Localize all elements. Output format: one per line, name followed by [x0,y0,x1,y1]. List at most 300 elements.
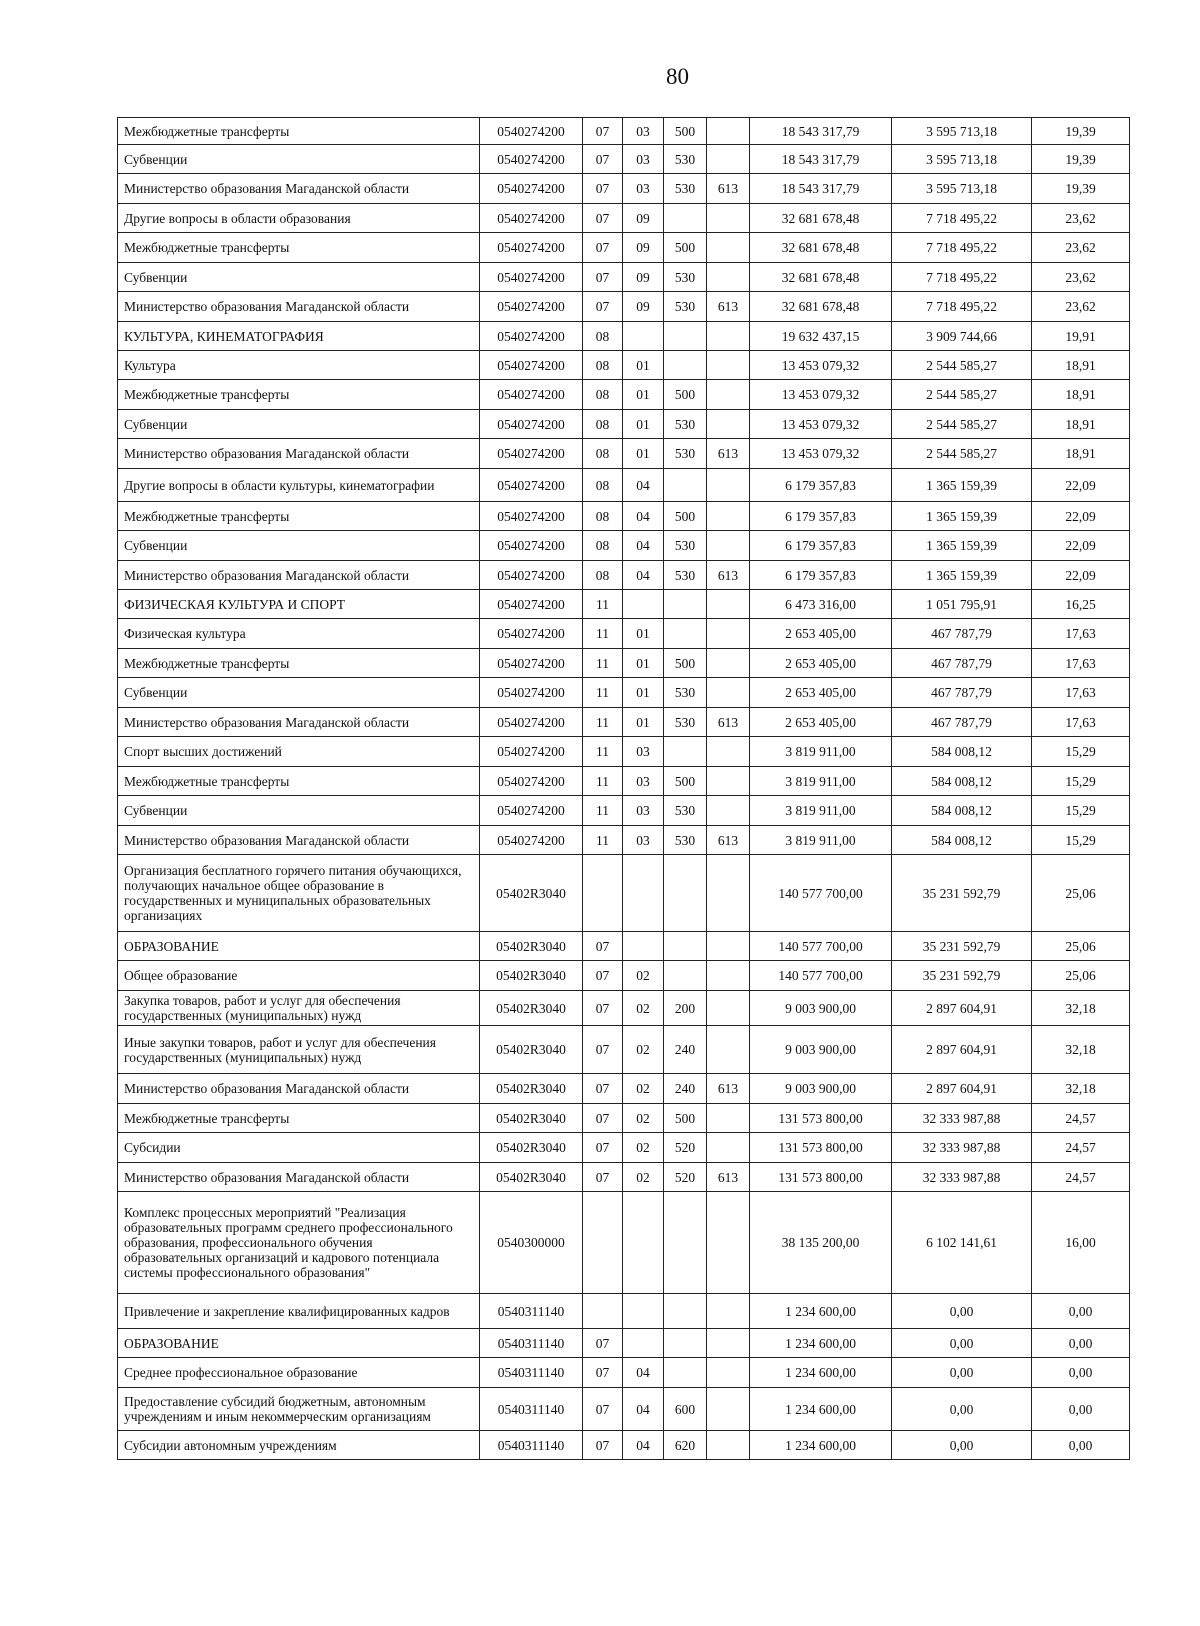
table-row [118,1431,1130,1460]
actual-amount-cell: 2 544 585,27 [892,439,1032,469]
expense-type-cell: 500 [664,233,707,263]
target-article-cell: 0540274200 [480,649,583,678]
plan-amount-cell: 3 819 911,00 [750,826,892,855]
execution-percent-cell: 18,91 [1032,380,1130,410]
table-row [118,678,1130,708]
actual-amount-cell: 0,00 [892,1388,1032,1431]
plan-amount-cell: 131 573 800,00 [750,1133,892,1163]
plan-amount-cell: 18 543 317,79 [750,118,892,145]
grbs-code-cell [707,263,750,292]
execution-percent-cell: 18,91 [1032,439,1130,469]
actual-amount-cell: 584 008,12 [892,767,1032,796]
section-cell: 08 [583,322,623,351]
row-name-cell: Субсидии автономным учреждениям [118,1431,480,1460]
plan-amount-cell: 13 453 079,32 [750,439,892,469]
section-cell: 11 [583,767,623,796]
row-name-cell: Субвенции [118,145,480,174]
execution-percent-cell: 24,57 [1032,1163,1130,1192]
plan-amount-cell: 6 179 357,83 [750,469,892,502]
row-name-cell: ОБРАЗОВАНИЕ [118,932,480,961]
section-cell: 07 [583,233,623,263]
subsection-cell: 03 [623,796,664,826]
expense-type-cell: 530 [664,292,707,322]
row-name-cell: Предоставление субсидий бюджетным, автономным учреждениям и иным некоммерческим организациям [118,1388,480,1431]
table-row [118,826,1130,855]
expense-type-cell: 520 [664,1163,707,1192]
plan-amount-cell: 6 473 316,00 [750,590,892,619]
target-article-cell: 0540274200 [480,708,583,737]
subsection-cell [623,1192,664,1294]
target-article-cell: 05402R3040 [480,1133,583,1163]
section-cell: 07 [583,1431,623,1460]
section-cell: 07 [583,145,623,174]
section-cell: 07 [583,292,623,322]
table-row [118,961,1130,991]
section-cell: 07 [583,1388,623,1431]
plan-amount-cell: 1 234 600,00 [750,1388,892,1431]
target-article-cell: 0540274200 [480,233,583,263]
section-cell [583,855,623,932]
row-name-cell: Физическая культура [118,619,480,649]
section-cell: 07 [583,1358,623,1388]
row-name-cell: Закупка товаров, работ и услуг для обеспечения государственных (муниципальных) нужд [118,991,480,1026]
grbs-code-cell [707,991,750,1026]
table-row [118,292,1130,322]
expense-type-cell: 520 [664,1133,707,1163]
subsection-cell: 03 [623,118,664,145]
target-article-cell: 05402R3040 [480,1074,583,1104]
grbs-code-cell [707,590,750,619]
expense-type-cell: 530 [664,796,707,826]
grbs-code-cell [707,322,750,351]
actual-amount-cell: 2 897 604,91 [892,1026,1032,1074]
row-name-cell: Другие вопросы в области образования [118,204,480,233]
table-row [118,118,1130,145]
grbs-code-cell: 613 [707,174,750,204]
target-article-cell: 05402R3040 [480,1104,583,1133]
subsection-cell: 03 [623,145,664,174]
table-row [118,380,1130,410]
grbs-code-cell [707,502,750,531]
row-name-cell: Субвенции [118,531,480,561]
table-row [118,1192,1130,1294]
execution-percent-cell: 22,09 [1032,469,1130,502]
actual-amount-cell: 1 365 159,39 [892,502,1032,531]
plan-amount-cell: 19 632 437,15 [750,322,892,351]
target-article-cell: 05402R3040 [480,991,583,1026]
target-article-cell: 0540274200 [480,767,583,796]
execution-percent-cell: 15,29 [1032,767,1130,796]
plan-amount-cell: 1 234 600,00 [750,1329,892,1358]
section-cell: 11 [583,678,623,708]
row-name-cell: Межбюджетные трансферты [118,118,480,145]
expense-type-cell: 200 [664,991,707,1026]
execution-percent-cell: 15,29 [1032,737,1130,767]
table-row [118,410,1130,439]
target-article-cell: 0540274200 [480,826,583,855]
grbs-code-cell [707,1026,750,1074]
row-name-cell: ФИЗИЧЕСКАЯ КУЛЬТУРА И СПОРТ [118,590,480,619]
row-name-cell: Межбюджетные трансферты [118,380,480,410]
row-name-cell: Межбюджетные трансферты [118,649,480,678]
execution-percent-cell: 22,09 [1032,561,1130,590]
subsection-cell: 01 [623,678,664,708]
section-cell: 08 [583,410,623,439]
subsection-cell: 01 [623,351,664,380]
actual-amount-cell: 2 897 604,91 [892,991,1032,1026]
section-cell: 11 [583,796,623,826]
plan-amount-cell: 140 577 700,00 [750,855,892,932]
expense-type-cell: 530 [664,174,707,204]
execution-percent-cell: 19,39 [1032,145,1130,174]
row-name-cell: КУЛЬТУРА, КИНЕМАТОГРАФИЯ [118,322,480,351]
section-cell: 07 [583,1163,623,1192]
execution-percent-cell: 23,62 [1032,263,1130,292]
execution-percent-cell: 22,09 [1032,531,1130,561]
expense-type-cell [664,1358,707,1388]
section-cell: 07 [583,991,623,1026]
table-row [118,531,1130,561]
row-name-cell: Субвенции [118,263,480,292]
grbs-code-cell: 613 [707,561,750,590]
section-cell: 08 [583,380,623,410]
plan-amount-cell: 9 003 900,00 [750,1026,892,1074]
execution-percent-cell: 24,57 [1032,1133,1130,1163]
plan-amount-cell: 2 653 405,00 [750,649,892,678]
plan-amount-cell: 6 179 357,83 [750,531,892,561]
expense-type-cell: 600 [664,1388,707,1431]
expense-type-cell [664,737,707,767]
subsection-cell: 03 [623,174,664,204]
execution-percent-cell: 15,29 [1032,796,1130,826]
target-article-cell: 0540311140 [480,1431,583,1460]
grbs-code-cell [707,855,750,932]
target-article-cell: 0540274200 [480,531,583,561]
actual-amount-cell: 1 365 159,39 [892,561,1032,590]
grbs-code-cell [707,204,750,233]
expense-type-cell: 240 [664,1026,707,1074]
subsection-cell: 01 [623,649,664,678]
table-row [118,796,1130,826]
target-article-cell: 0540274200 [480,263,583,292]
target-article-cell: 0540274200 [480,590,583,619]
table-row [118,649,1130,678]
target-article-cell: 0540274200 [480,737,583,767]
subsection-cell: 04 [623,1431,664,1460]
actual-amount-cell: 2 544 585,27 [892,380,1032,410]
grbs-code-cell [707,1431,750,1460]
subsection-cell: 09 [623,292,664,322]
section-cell: 11 [583,590,623,619]
row-name-cell: Министерство образования Магаданской области [118,174,480,204]
expense-type-cell: 240 [664,1074,707,1104]
table-row [118,439,1130,469]
execution-percent-cell: 19,39 [1032,174,1130,204]
target-article-cell: 0540274200 [480,439,583,469]
row-name-cell: Субвенции [118,796,480,826]
row-name-cell: Иные закупки товаров, работ и услуг для обеспечения государственных (муниципальных) нужд [118,1026,480,1074]
actual-amount-cell: 7 718 495,22 [892,204,1032,233]
target-article-cell: 0540274200 [480,502,583,531]
subsection-cell: 01 [623,619,664,649]
section-cell: 08 [583,531,623,561]
plan-amount-cell: 131 573 800,00 [750,1163,892,1192]
section-cell: 07 [583,204,623,233]
expense-type-cell: 500 [664,649,707,678]
grbs-code-cell: 613 [707,1163,750,1192]
plan-amount-cell: 1 234 600,00 [750,1358,892,1388]
execution-percent-cell: 16,00 [1032,1192,1130,1294]
subsection-cell: 04 [623,502,664,531]
actual-amount-cell: 32 333 987,88 [892,1133,1032,1163]
plan-amount-cell: 13 453 079,32 [750,380,892,410]
target-article-cell: 0540274200 [480,145,583,174]
subsection-cell: 04 [623,1388,664,1431]
grbs-code-cell: 613 [707,826,750,855]
target-article-cell: 0540311140 [480,1388,583,1431]
plan-amount-cell: 13 453 079,32 [750,351,892,380]
table-row [118,708,1130,737]
row-name-cell: Другие вопросы в области культуры, кинематографии [118,469,480,502]
expense-type-cell [664,351,707,380]
section-cell: 11 [583,737,623,767]
table-row [118,1026,1130,1074]
target-article-cell: 05402R3040 [480,932,583,961]
table-row [118,1294,1130,1329]
execution-percent-cell: 0,00 [1032,1358,1130,1388]
target-article-cell: 0540274200 [480,292,583,322]
section-cell [583,1192,623,1294]
target-article-cell: 0540274200 [480,174,583,204]
row-name-cell: Спорт высших достижений [118,737,480,767]
actual-amount-cell: 2 897 604,91 [892,1074,1032,1104]
expense-type-cell [664,469,707,502]
section-cell: 07 [583,961,623,991]
subsection-cell: 09 [623,233,664,263]
subsection-cell [623,1329,664,1358]
expense-type-cell [664,322,707,351]
actual-amount-cell: 3 909 744,66 [892,322,1032,351]
expense-type-cell: 530 [664,439,707,469]
plan-amount-cell: 140 577 700,00 [750,932,892,961]
target-article-cell: 05402R3040 [480,855,583,932]
table-row [118,174,1130,204]
section-cell [583,1294,623,1329]
target-article-cell: 0540274200 [480,410,583,439]
actual-amount-cell: 1 365 159,39 [892,469,1032,502]
expense-type-cell: 500 [664,767,707,796]
expense-type-cell: 530 [664,531,707,561]
grbs-code-cell: 613 [707,1074,750,1104]
page-number: 80 [666,64,689,89]
plan-amount-cell: 32 681 678,48 [750,292,892,322]
target-article-cell: 0540311140 [480,1358,583,1388]
execution-percent-cell: 23,62 [1032,292,1130,322]
execution-percent-cell: 17,63 [1032,708,1130,737]
grbs-code-cell [707,649,750,678]
actual-amount-cell: 1 051 795,91 [892,590,1032,619]
execution-percent-cell: 16,25 [1032,590,1130,619]
actual-amount-cell: 467 787,79 [892,649,1032,678]
execution-percent-cell: 23,62 [1032,233,1130,263]
table-row [118,1133,1130,1163]
subsection-cell [623,590,664,619]
plan-amount-cell: 3 819 911,00 [750,767,892,796]
section-cell: 08 [583,351,623,380]
plan-amount-cell: 9 003 900,00 [750,991,892,1026]
table-row [118,263,1130,292]
subsection-cell: 03 [623,767,664,796]
grbs-code-cell [707,1388,750,1431]
plan-amount-cell: 140 577 700,00 [750,961,892,991]
table-row [118,502,1130,531]
row-name-cell: Министерство образования Магаданской области [118,439,480,469]
expense-type-cell [664,204,707,233]
table-row [118,1358,1130,1388]
table-row [118,351,1130,380]
actual-amount-cell: 584 008,12 [892,796,1032,826]
grbs-code-cell [707,1294,750,1329]
target-article-cell: 05402R3040 [480,961,583,991]
actual-amount-cell: 0,00 [892,1358,1032,1388]
grbs-code-cell [707,1104,750,1133]
table-row [118,932,1130,961]
expense-type-cell [664,1294,707,1329]
subsection-cell: 01 [623,410,664,439]
subsection-cell: 04 [623,531,664,561]
expense-type-cell: 500 [664,118,707,145]
row-name-cell: Межбюджетные трансферты [118,233,480,263]
actual-amount-cell: 32 333 987,88 [892,1104,1032,1133]
grbs-code-cell [707,678,750,708]
section-cell: 11 [583,619,623,649]
subsection-cell: 01 [623,439,664,469]
plan-amount-cell: 18 543 317,79 [750,174,892,204]
subsection-cell: 04 [623,561,664,590]
expense-type-cell: 530 [664,263,707,292]
table-row [118,1074,1130,1104]
subsection-cell: 01 [623,708,664,737]
grbs-code-cell [707,145,750,174]
execution-percent-cell: 17,63 [1032,678,1130,708]
section-cell: 07 [583,1133,623,1163]
expense-type-cell: 530 [664,678,707,708]
plan-amount-cell: 2 653 405,00 [750,708,892,737]
actual-amount-cell: 584 008,12 [892,826,1032,855]
row-name-cell: ОБРАЗОВАНИЕ [118,1329,480,1358]
target-article-cell: 05402R3040 [480,1026,583,1074]
row-name-cell: Культура [118,351,480,380]
execution-percent-cell: 32,18 [1032,991,1130,1026]
actual-amount-cell: 7 718 495,22 [892,292,1032,322]
target-article-cell: 0540311140 [480,1294,583,1329]
section-cell: 11 [583,649,623,678]
expense-type-cell: 620 [664,1431,707,1460]
subsection-cell: 09 [623,204,664,233]
plan-amount-cell: 1 234 600,00 [750,1431,892,1460]
plan-amount-cell: 1 234 600,00 [750,1294,892,1329]
execution-percent-cell: 15,29 [1032,826,1130,855]
subsection-cell [623,855,664,932]
plan-amount-cell: 6 179 357,83 [750,502,892,531]
actual-amount-cell: 6 102 141,61 [892,1192,1032,1294]
row-name-cell: Министерство образования Магаданской области [118,292,480,322]
subsection-cell: 02 [623,1074,664,1104]
actual-amount-cell: 35 231 592,79 [892,932,1032,961]
target-article-cell: 0540274200 [480,380,583,410]
execution-percent-cell: 25,06 [1032,855,1130,932]
target-article-cell: 05402R3040 [480,1163,583,1192]
table-row [118,204,1130,233]
execution-percent-cell: 32,18 [1032,1074,1130,1104]
subsection-cell: 03 [623,826,664,855]
plan-amount-cell: 18 543 317,79 [750,145,892,174]
grbs-code-cell [707,796,750,826]
section-cell: 11 [583,826,623,855]
table-row [118,737,1130,767]
actual-amount-cell: 35 231 592,79 [892,961,1032,991]
table-row [118,322,1130,351]
grbs-code-cell [707,932,750,961]
grbs-code-cell [707,619,750,649]
row-name-cell: Субвенции [118,410,480,439]
actual-amount-cell: 467 787,79 [892,619,1032,649]
execution-percent-cell: 0,00 [1032,1294,1130,1329]
execution-percent-cell: 23,62 [1032,204,1130,233]
row-name-cell: Министерство образования Магаданской области [118,708,480,737]
section-cell: 08 [583,469,623,502]
plan-amount-cell: 32 681 678,48 [750,263,892,292]
target-article-cell: 0540300000 [480,1192,583,1294]
section-cell: 11 [583,708,623,737]
subsection-cell: 02 [623,1104,664,1133]
actual-amount-cell: 584 008,12 [892,737,1032,767]
grbs-code-cell [707,380,750,410]
subsection-cell: 02 [623,961,664,991]
expense-type-cell [664,932,707,961]
subsection-cell: 02 [623,991,664,1026]
subsection-cell: 02 [623,1163,664,1192]
row-name-cell: Министерство образования Магаданской области [118,826,480,855]
target-article-cell: 0540274200 [480,351,583,380]
section-cell: 07 [583,263,623,292]
table-row [118,1104,1130,1133]
row-name-cell: Привлечение и закрепление квалифицированных кадров [118,1294,480,1329]
subsection-cell: 02 [623,1133,664,1163]
actual-amount-cell: 467 787,79 [892,708,1032,737]
execution-percent-cell: 0,00 [1032,1431,1130,1460]
actual-amount-cell: 467 787,79 [892,678,1032,708]
grbs-code-cell [707,233,750,263]
execution-percent-cell: 0,00 [1032,1329,1130,1358]
row-name-cell: Министерство образования Магаданской области [118,1163,480,1192]
section-cell: 07 [583,118,623,145]
actual-amount-cell: 32 333 987,88 [892,1163,1032,1192]
expense-type-cell: 530 [664,826,707,855]
row-name-cell: Общее образование [118,961,480,991]
target-article-cell: 0540274200 [480,469,583,502]
target-article-cell: 0540274200 [480,561,583,590]
section-cell: 07 [583,1104,623,1133]
table-row [118,991,1130,1026]
plan-amount-cell: 3 819 911,00 [750,737,892,767]
table-row [118,855,1130,932]
expense-type-cell [664,619,707,649]
table-row [118,469,1130,502]
row-name-cell: Организация бесплатного горячего питания обучающихся, получающих начальное общее образование в государственных и муниципальных образовательных организациях [118,855,480,932]
actual-amount-cell: 2 544 585,27 [892,410,1032,439]
plan-amount-cell: 2 653 405,00 [750,678,892,708]
